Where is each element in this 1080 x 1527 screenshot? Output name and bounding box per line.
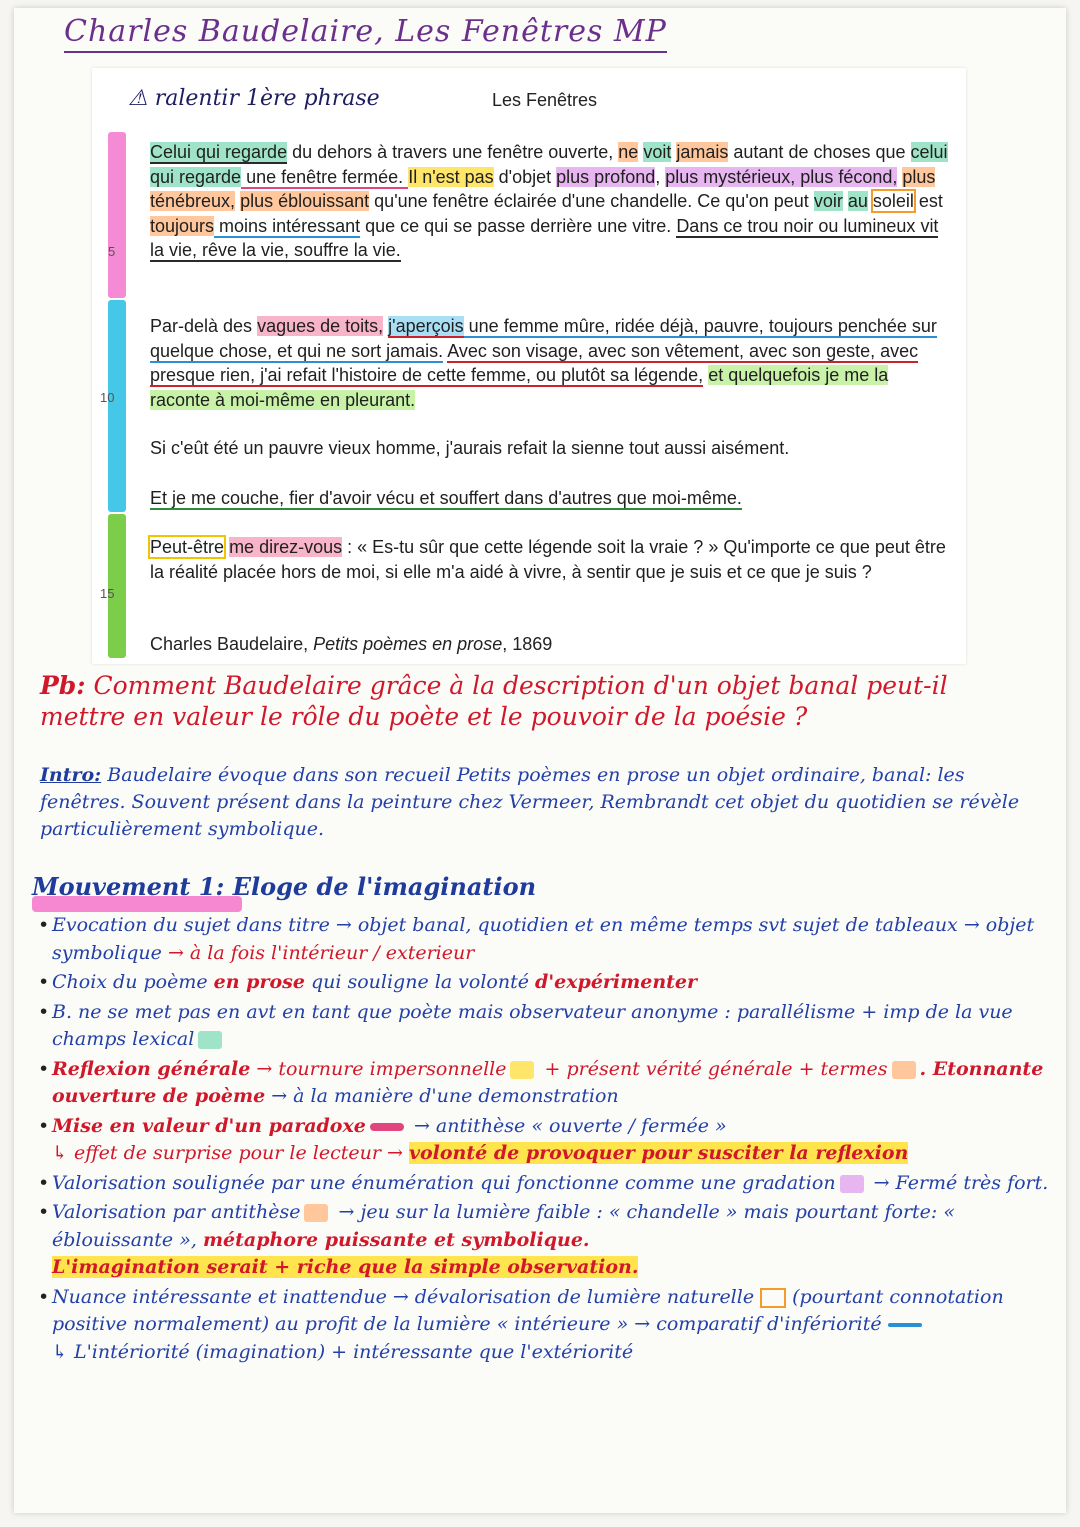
line-number-10: 10 xyxy=(100,390,115,405)
poem-title: Les Fenêtres xyxy=(492,90,598,110)
swatch-pink-line xyxy=(370,1123,404,1131)
bullet-reflexion: • Reflexion générale → tournure impersonnelle + présent vérité générale + termes . Etonnante ouverture de poème → à la manière d'une demonstration xyxy=(38,1056,1058,1111)
highlight-bar-blue xyxy=(108,300,126,512)
swatch-orange xyxy=(892,1061,916,1079)
page-title: Charles Baudelaire, Les Fenêtres MP xyxy=(64,14,667,53)
swatch-yellow xyxy=(510,1061,534,1079)
bullet-enumeration: • Valorisation soulignée par une énumération qui fonctionne comme une gradation → Fermé très fort. xyxy=(38,1170,1058,1198)
analysis-bullets xyxy=(38,912,1058,1368)
swatch-green xyxy=(198,1031,222,1049)
poem-paragraph-1: Celui qui regarde du dehors à travers une fenêtre ouverte, ne voit jamais autant de choses que celui qui regarde une fenêtre fermée. Il n'est pas d'objet plus profond, plus mystérieux, plus fécond, plus ténébreux, plus éblouissant qu'une fenêtre éclairée d'une chandelle. Ce qu'on peut voir au soleil est toujours moins intéressant que ce qui se passe derrière une vitre. Dans ce trou noir ou lumineux vit la vie, rêve la vie, souffre la vie. xyxy=(150,142,948,260)
swatch-orange-outline xyxy=(760,1288,786,1308)
line-number-5: 5 xyxy=(108,244,116,259)
bullet-antithese: • Valorisation par antithèse → jeu sur la lumière faible : « chandelle » mais pourtant forte: « éblouissante », métaphore puissante et symbolique. L'imagination serait + riche que la simple observation. xyxy=(38,1199,1058,1282)
poem-paragraph-3: Si c'eût été un pauvre vieux homme, j'aurais refait la sienne tout aussi aisément. xyxy=(150,438,790,458)
poem-paragraph-5: Peut-être me direz-vous : « Es-tu sûr que cette légende soit la vraie ? » Qu'importe ce que peut être la réalité placée hors de moi, si elle m'a aidé à vivre, à sentir que je suis et ce que je suis ? xyxy=(150,537,946,582)
bullet-prose: • Choix du poème en prose qui souligne la volonté d'expérimenter xyxy=(38,969,1058,997)
swatch-purple xyxy=(840,1175,864,1193)
poem-paragraph-2: Par-delà des vagues de toits, j'aperçois une femme mûre, ridée déjà, pauvre, toujours penchée sur quelque chose, et qui ne sort jamais. Avec son visage, avec son vêtement, avec son geste, avec presque rien, j'ai refait l'histoire de cette femme, ou plutôt sa légende, et quelquefois je me la raconte à moi-même en pleurant. xyxy=(150,316,937,410)
highlight-bar-pink xyxy=(108,132,126,298)
problematique: Pb: Comment Baudelaire grâce à la description d'un objet banal peut-il mettre en valeur le rôle du poète et le pouvoir de la poésie ? xyxy=(40,671,948,731)
bullet-observer: • B. ne se met pas en avt en tant que poète mais observateur anonyme : parallélisme + imp de la vue champs lexical xyxy=(38,999,1058,1054)
poem-paragraph-4: Et je me couche, fier d'avoir vécu et souffert dans d'autres que moi-même. xyxy=(150,488,742,508)
bullet-nuance: • Nuance intéressante et inattendue → dévalorisation de lumière naturelle (pourtant connotation positive normalement) au profit de la lumière « intérieure » → comparatif d'infériorité ↳ L'intériorité (imagination) + intéressante que l'extériorité xyxy=(38,1284,1058,1367)
bullet-evocation: • Evocation du sujet dans titre → objet banal, quotidien et en même temps svt sujet de tableaux → objet symbolique → à la fois l'intérieur / exterieur xyxy=(38,912,1058,967)
introduction: Intro: Baudelaire évoque dans son recueil Petits poèmes en prose un objet ordinaire, banal: les fenêtres. Souvent présent dans la peinture chez Vermeer, Rembrandt cet objet du quotidien se révèle particulièrement symbolique. xyxy=(40,764,1020,840)
line-number-15: 15 xyxy=(100,586,115,601)
swatch-orange-2 xyxy=(304,1204,328,1222)
swatch-blue-line xyxy=(888,1323,922,1327)
bullet-paradoxe: • Mise en valeur d'un paradoxe → antithèse « ouverte / fermée » ↳ effet de surprise pour le lecteur → volonté de provoquer pour susciter la reflexion xyxy=(38,1113,1058,1168)
note-slow-down: ⚠ ralentir 1ère phrase xyxy=(128,86,380,111)
poem-source: Charles Baudelaire, Petits poèmes en prose, 1869 xyxy=(150,634,553,654)
movement-1-heading: Mouvement 1: Eloge de l'imagination xyxy=(32,872,536,901)
